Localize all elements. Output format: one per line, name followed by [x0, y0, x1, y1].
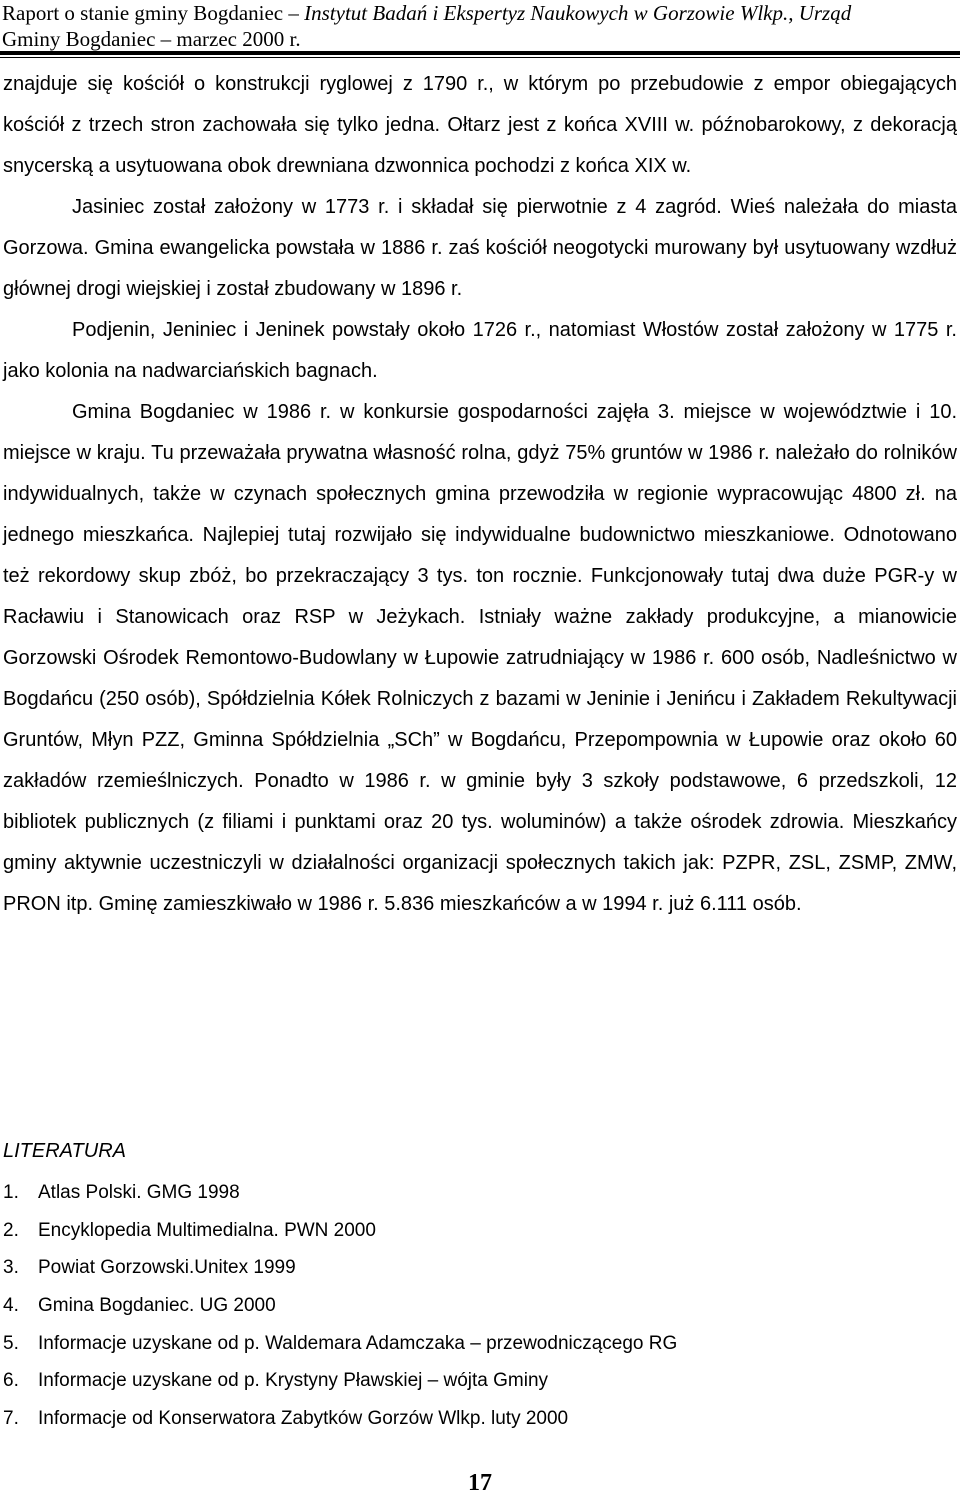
literature-heading: LITERATURA — [3, 1140, 126, 1162]
literature-item — [3, 1216, 677, 1254]
literature-item-text: Atlas Polski. GMG 1998 — [38, 1182, 240, 1203]
literature-item-number: 5. — [3, 1332, 19, 1354]
literature-item-text: Informacje uzyskane od p. Waldemara Adamczaka – przewodniczącego RG — [38, 1332, 678, 1354]
header-rule-thick — [0, 51, 960, 55]
literature-item — [3, 1404, 677, 1442]
literature-item-number: 4. — [3, 1295, 19, 1317]
running-header — [2, 0, 958, 52]
paragraph-gmina-1986: Gmina Bogdaniec w 1986 r. w konkursie gospodarności zajęła 3. miejsce w województwie i 10. miejsce w kraju. Tu przeważała prywatna własność rolna, gdyż 75% gruntów w 1986 r. należało do rolników indywidualnych, także w czynach społecznych gmina przewodziła w regionie wypracowując 4800 zł. na jednego mieszkańca. Najlepiej tutaj rozwijało się indywidualne budownictwo mieszkaniowe. Odnotowano też rekordowy skup zbóż, bo przekraczający 3 tys. ton rocznie. Funkcjonowały tutaj dwa duże PGR-y w Racławiu i Stanowicach oraz RSP w Jeżykach. Istniały ważne zakłady produkcyjne, a mianowicie Gorzowski Ośrodek Remontowo-Budowlany w Łupowie zatrudniający w 1986 r. 600 osób, Nadleśnictwo w Bogdańcu (250 osób), Spółdzielnia Kółek Rolniczych z bazami w Jeninie i Jenińcu i Zakładem Rekultywacji Gruntów, Młyn PZZ, Gminna Spółdzielnia „SCh” w Bogdańcu, Przepompownia w Łupowie oraz około 60 zakładów rzemieślniczych. Ponadto w 1986 r. w gminie były 3 szkoły podstawowe, 6 przedszkoli, 12 bibliotek publicznych (z filiami i punktami oraz 20 tys. woluminów) a także ośrodek zdrowia. Mieszkańcy gminy aktywnie uczestniczyli w działalności organizacji społecznych takich jak: PZPR, ZSL, ZSMP, ZMW, PRON itp. Gminę zamieszkiwało w 1986 r. 5.836 mieszkańców a w 1994 r. już 6.111 osób. — [3, 401, 957, 915]
literature-item-text: Informacje uzyskane od p. Krystyny Pławskiej – wójta Gminy — [38, 1370, 549, 1392]
literature-item — [3, 1329, 677, 1367]
body-text — [3, 64, 957, 925]
literature-item-text: Encyklopedia Multimedialna. PWN 2000 — [38, 1219, 376, 1241]
literature-item-number: 1. — [3, 1182, 19, 1203]
literature-item — [3, 1291, 677, 1329]
literature-item-number: 3. — [3, 1257, 19, 1279]
page-number: 17 — [468, 1470, 492, 1496]
literature-item-text: Informacje od Konserwatora Zabytków Gorzów Wlkp. luty 2000 — [38, 1408, 569, 1430]
institute-name: Instytut Badań i Ekspertyz Naukowych w Gorzowie Wlkp., Urząd — [304, 1, 852, 25]
literature-item — [3, 1253, 677, 1291]
literature-item-text: Powiat Gorzowski.Unitex 1999 — [38, 1257, 296, 1279]
paragraph-church: znajduje się kościół o konstrukcji ryglowej z 1790 r., w którym po przebudowie z empor obiegających kościół z trzech stron zachowała się tylko jedna. Ołtarz jest z końca XVIII w. późnobarokowy, z dekoracją snycerską a usytuowana obok drewniana dzwonnica pochodzi z końca XIX w. — [3, 73, 957, 177]
header-dash: – — [288, 1, 299, 25]
literature-item-text: Gmina Bogdaniec. UG 2000 — [38, 1295, 276, 1317]
literature-item — [3, 1178, 677, 1216]
literature-item-number: 7. — [3, 1408, 19, 1430]
literature-item-number: 6. — [3, 1370, 19, 1392]
report-title: Raport o stanie gminy Bogdaniec — [2, 1, 284, 25]
header-rule-thin — [0, 57, 960, 58]
header-line-1 — [2, 0, 958, 26]
literature-item — [3, 1366, 677, 1404]
paragraph-podjenin: Podjenin, Jeniniec i Jeninek powstały około 1726 r., natomiast Włostów został założony w 1775 r. jako kolonia na nadwarciańskich bagnach. — [3, 319, 957, 382]
paragraph-jasiniec: Jasiniec został założony w 1773 r. i składał się pierwotnie z 4 zagród. Wieś należała do miasta Gorzowa. Gmina ewangelicka powstała w 1886 r. zaś kościół neogotycki murowany był usytuowany wzdłuż głównej drogi wiejskiej i został zbudowany w 1896 r. — [3, 196, 957, 300]
literature-list — [3, 1178, 677, 1442]
header-line-2: Gminy Bogdaniec – marzec 2000 r. — [2, 27, 301, 51]
literature-item-number: 2. — [3, 1219, 19, 1241]
